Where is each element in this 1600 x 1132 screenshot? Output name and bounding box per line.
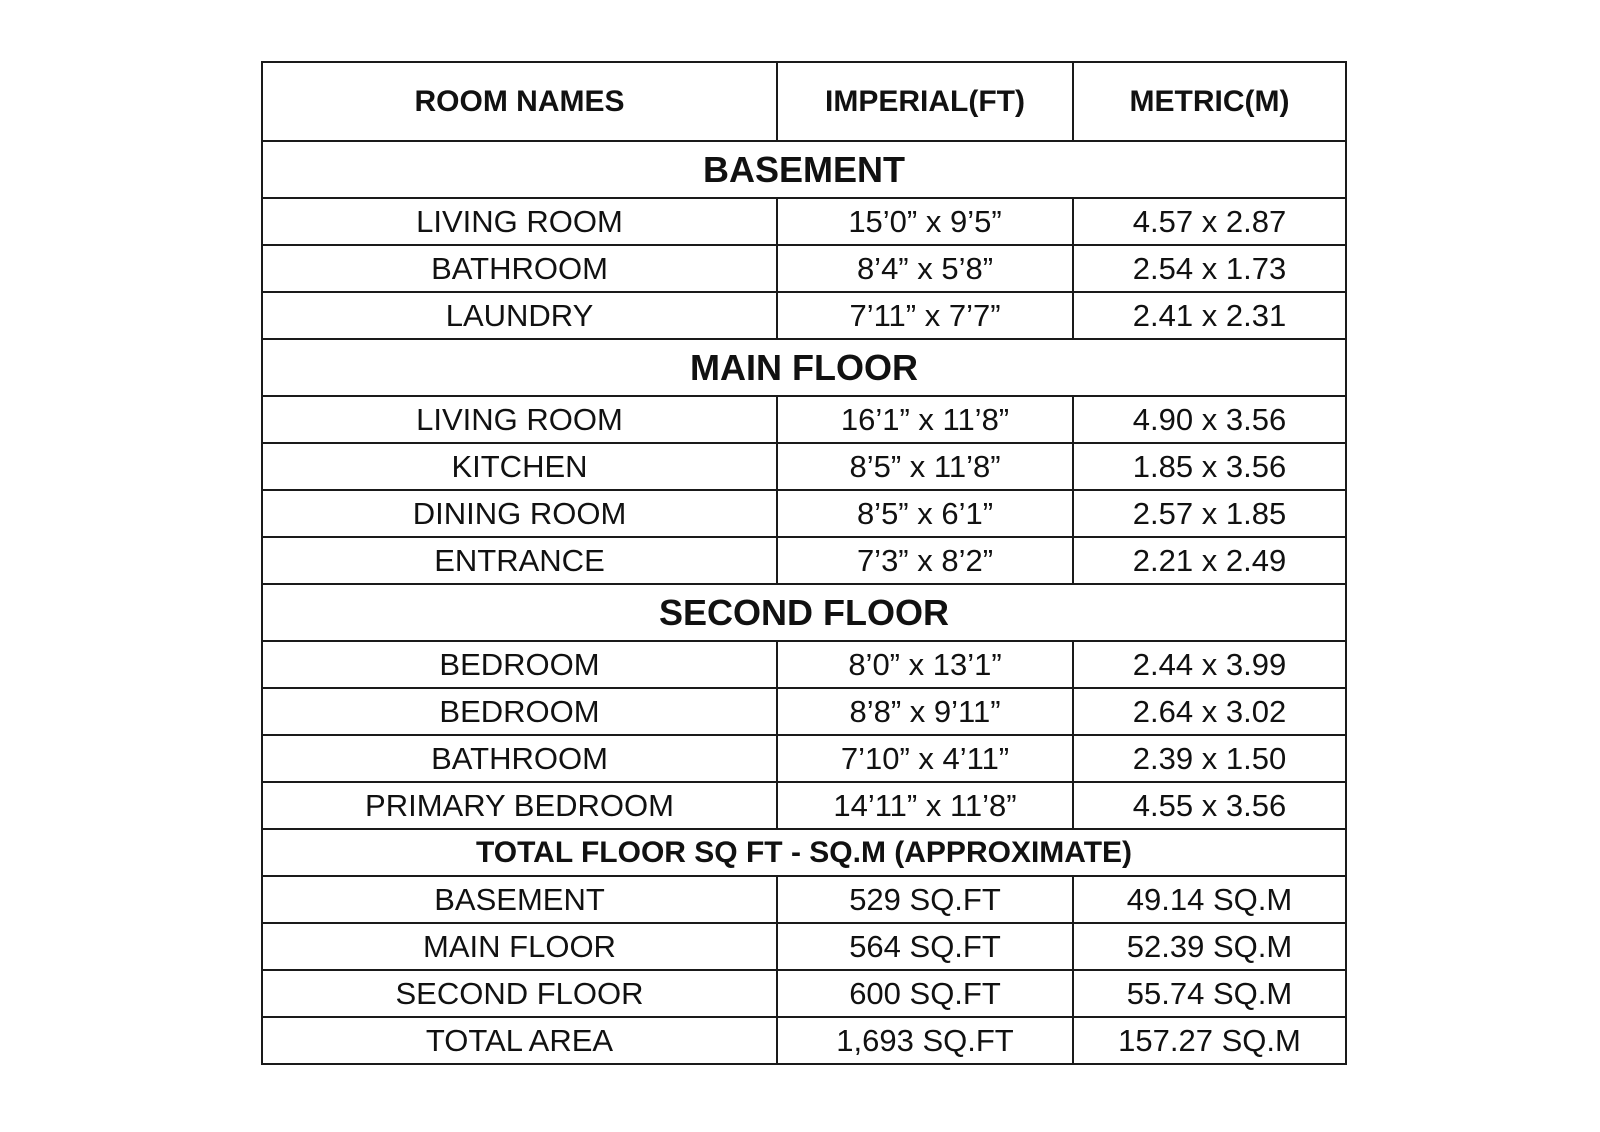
metric-size: 2.39 x 1.50 — [1073, 735, 1346, 782]
imperial-size: 8’5” x 6’1” — [777, 490, 1073, 537]
imperial-size: 7’10” x 4’11” — [777, 735, 1073, 782]
section-row-main-floor — [262, 339, 1346, 396]
metric-size: 2.57 x 1.85 — [1073, 490, 1346, 537]
metric-size: 2.64 x 3.02 — [1073, 688, 1346, 735]
room-name: PRIMARY BEDROOM — [262, 782, 777, 829]
floor-name: BASEMENT — [262, 876, 777, 923]
imperial-size: 7’11” x 7’7” — [777, 292, 1073, 339]
table-row — [262, 198, 1346, 245]
metric-size: 4.57 x 2.87 — [1073, 198, 1346, 245]
floor-name: MAIN FLOOR — [262, 923, 777, 970]
room-dimensions-table — [261, 61, 1347, 1065]
metric-size: 2.44 x 3.99 — [1073, 641, 1346, 688]
table-row — [262, 443, 1346, 490]
room-name: DINING ROOM — [262, 490, 777, 537]
imperial-size: 8’0” x 13’1” — [777, 641, 1073, 688]
section-row-second-floor — [262, 584, 1346, 641]
header-imperial: IMPERIAL(FT) — [777, 62, 1073, 141]
table-row — [262, 490, 1346, 537]
metric-size: 2.41 x 2.31 — [1073, 292, 1346, 339]
room-name: LAUNDRY — [262, 292, 777, 339]
table-row — [262, 735, 1346, 782]
area-sqft: 600 SQ.FT — [777, 970, 1073, 1017]
area-sqft: 564 SQ.FT — [777, 923, 1073, 970]
room-name: ENTRANCE — [262, 537, 777, 584]
imperial-size: 7’3” x 8’2” — [777, 537, 1073, 584]
table-row — [262, 970, 1346, 1017]
imperial-size: 16’1” x 11’8” — [777, 396, 1073, 443]
table-header-row — [262, 62, 1346, 141]
floor-name: TOTAL AREA — [262, 1017, 777, 1064]
table-row — [262, 688, 1346, 735]
table-row — [262, 641, 1346, 688]
metric-size: 2.21 x 2.49 — [1073, 537, 1346, 584]
section-title: SECOND FLOOR — [262, 584, 1346, 641]
table-row — [262, 292, 1346, 339]
table-row — [262, 537, 1346, 584]
table-row — [262, 245, 1346, 292]
section-title: TOTAL FLOOR SQ FT - SQ.M (APPROXIMATE) — [262, 829, 1346, 876]
room-name: BEDROOM — [262, 688, 777, 735]
metric-size: 1.85 x 3.56 — [1073, 443, 1346, 490]
imperial-size: 8’5” x 11’8” — [777, 443, 1073, 490]
metric-size: 4.90 x 3.56 — [1073, 396, 1346, 443]
imperial-size: 8’4” x 5’8” — [777, 245, 1073, 292]
imperial-size: 14’11” x 11’8” — [777, 782, 1073, 829]
room-name: LIVING ROOM — [262, 396, 777, 443]
metric-size: 4.55 x 3.56 — [1073, 782, 1346, 829]
section-title: MAIN FLOOR — [262, 339, 1346, 396]
table-row — [262, 396, 1346, 443]
section-row-basement — [262, 141, 1346, 198]
floor-name: SECOND FLOOR — [262, 970, 777, 1017]
imperial-size: 8’8” x 9’11” — [777, 688, 1073, 735]
area-sqm: 55.74 SQ.M — [1073, 970, 1346, 1017]
table-row — [262, 876, 1346, 923]
header-room-names: ROOM NAMES — [262, 62, 777, 141]
area-sqm: 52.39 SQ.M — [1073, 923, 1346, 970]
section-row-totals — [262, 829, 1346, 876]
area-sqft: 1,693 SQ.FT — [777, 1017, 1073, 1064]
room-name: KITCHEN — [262, 443, 777, 490]
room-name: BATHROOM — [262, 245, 777, 292]
area-sqft: 529 SQ.FT — [777, 876, 1073, 923]
table-row — [262, 923, 1346, 970]
section-title: BASEMENT — [262, 141, 1346, 198]
room-name: LIVING ROOM — [262, 198, 777, 245]
room-name: BATHROOM — [262, 735, 777, 782]
metric-size: 2.54 x 1.73 — [1073, 245, 1346, 292]
room-name: BEDROOM — [262, 641, 777, 688]
table-row — [262, 782, 1346, 829]
table-row — [262, 1017, 1346, 1064]
imperial-size: 15’0” x 9’5” — [777, 198, 1073, 245]
area-sqm: 157.27 SQ.M — [1073, 1017, 1346, 1064]
header-metric: METRIC(M) — [1073, 62, 1346, 141]
area-sqm: 49.14 SQ.M — [1073, 876, 1346, 923]
